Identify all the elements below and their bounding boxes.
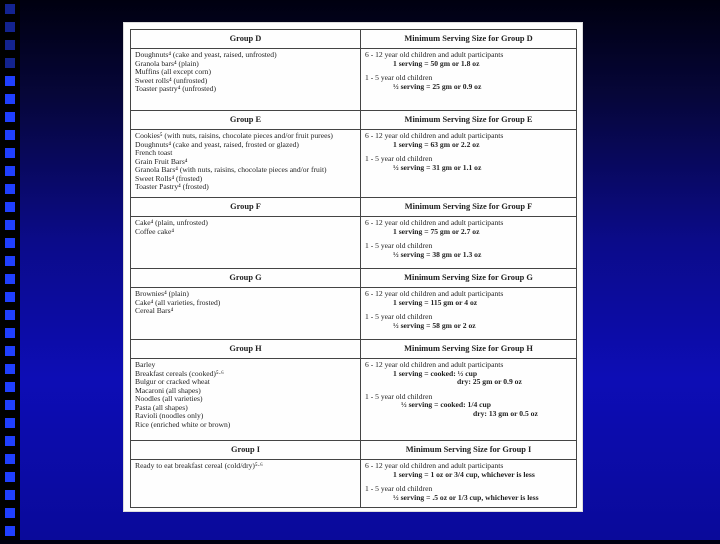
decorative-square [5, 4, 15, 14]
food-item: Granola Bars⁴ (with nuts, raisins, chocolate pieces and/or fruit) [135, 166, 327, 174]
food-item: Doughnuts⁴ (cake and yeast, raised, frosted or glazed) [135, 140, 299, 149]
serving-line: 1 serving = cooked: ½ cup [393, 369, 478, 378]
decorative-square [5, 526, 15, 536]
food-item: Breakfast cereals (cooked)⁵·⁶ [135, 369, 224, 378]
serving-line: ½ serving = 31 gm or 1.1 oz [393, 163, 482, 172]
food-item: Toaster Pastry⁴ (frosted) [135, 183, 209, 191]
serving-line: ½ serving = cooked: 1/4 cup [401, 401, 491, 409]
decorative-square [5, 76, 15, 86]
age-group-line: 6 - 12 year old children and adult participants [365, 462, 504, 470]
food-item: Coffee cake⁴ [135, 227, 174, 236]
food-items-cell [131, 217, 361, 269]
age-group-line: 1 - 5 year old children [365, 74, 433, 82]
age-group-line: 1 - 5 year old children [365, 242, 433, 250]
decorative-square [5, 310, 15, 320]
serving-cell [361, 130, 577, 198]
food-item: Ravioli (noodles only) [135, 412, 204, 420]
group-name: Group D [131, 30, 361, 49]
serving-line: dry: 25 gm or 0.9 oz [457, 378, 522, 386]
decorative-square [5, 292, 15, 302]
decorative-square [5, 508, 15, 518]
serving-line: ½ serving = 58 gm or 2 oz [393, 321, 476, 330]
decorative-square [5, 256, 15, 266]
decorative-square [5, 418, 15, 428]
age-group-line: 6 - 12 year old children and adult participants [365, 361, 504, 369]
food-item: Cake⁴ (all varieties, frosted) [135, 298, 221, 307]
food-item: Cereal Bars⁴ [135, 307, 174, 315]
decorative-square [5, 148, 15, 158]
age-group-line: 1 - 5 year old children [365, 313, 433, 321]
serving-line: ½ serving = 38 gm or 1.3 oz [393, 250, 482, 259]
group-name: Group I [131, 441, 361, 460]
serving-line: ½ serving = .5 oz or 1/3 cup, whichever is less [393, 493, 539, 502]
age-group-line: 6 - 12 year old children and adult participants [365, 290, 504, 298]
serving-line: 1 serving = 50 gm or 1.8 oz [393, 59, 480, 68]
serving-line: 1 serving = 1 oz or 3/4 cup, whichever is less [393, 470, 535, 479]
food-item: Toaster pastry⁴ (unfrosted) [135, 85, 216, 93]
food-item: Doughnuts⁴ (cake and yeast, raised, unfrosted) [135, 51, 277, 59]
group-g-header-row [131, 269, 577, 288]
group-name: Group G [131, 269, 361, 288]
serving-header: Minimum Serving Size for Group G [361, 269, 577, 288]
age-group-line: 6 - 12 year old children and adult participants [365, 132, 504, 140]
group-i-body-row [131, 460, 577, 508]
decorative-square [5, 274, 15, 284]
serving-header: Minimum Serving Size for Group D [361, 30, 577, 49]
food-item: Pasta (all shapes) [135, 403, 188, 412]
decorative-square [5, 346, 15, 356]
serving-cell [361, 49, 577, 111]
decorative-square [5, 364, 15, 374]
decorative-square [5, 238, 15, 248]
food-items-cell [131, 288, 361, 340]
food-items-cell [131, 49, 361, 111]
serving-cell [361, 217, 577, 269]
serving-line: 1 serving = 75 gm or 2.7 oz [393, 227, 480, 236]
serving-cell [361, 359, 577, 441]
food-item: Rice (enriched white or brown) [135, 420, 231, 429]
serving-header: Minimum Serving Size for Group E [361, 111, 577, 130]
decorative-square [5, 94, 15, 104]
group-d-body-row [131, 49, 577, 111]
document-page [124, 23, 582, 511]
group-g-body-row [131, 288, 577, 340]
serving-line: 1 serving = 115 gm or 4 oz [393, 298, 478, 307]
food-items-cell [131, 359, 361, 441]
serving-line: 1 serving = 63 gm or 2.2 oz [393, 140, 480, 149]
serving-line: ½ serving = 25 gm or 0.9 oz [393, 82, 482, 91]
group-f-body-row [131, 217, 577, 269]
decorative-square [5, 166, 15, 176]
group-e-header-row [131, 111, 577, 130]
decorative-square [5, 22, 15, 32]
group-h-header-row [131, 340, 577, 359]
food-item: Brownies⁴ (plain) [135, 290, 189, 298]
food-item: Noodles (all varieties) [135, 395, 203, 403]
decorative-square [5, 400, 15, 410]
group-e-body-row [131, 130, 577, 198]
slide-square-bullets [0, 0, 20, 544]
serving-line: dry: 13 gm or 0.5 oz [473, 409, 538, 418]
group-name: Group F [131, 198, 361, 217]
decorative-square [5, 382, 15, 392]
decorative-square [5, 328, 15, 338]
decorative-square [5, 58, 15, 68]
decorative-square [5, 490, 15, 500]
decorative-square [5, 220, 15, 230]
decorative-square [5, 472, 15, 482]
serving-header: Minimum Serving Size for Group F [361, 198, 577, 217]
group-d-header-row [131, 30, 577, 49]
decorative-square [5, 130, 15, 140]
decorative-square [5, 40, 15, 50]
food-item: Sweet rolls⁴ (unfrosted) [135, 76, 208, 85]
food-items-cell [131, 460, 361, 508]
serving-header: Minimum Serving Size for Group I [361, 441, 577, 460]
food-item: Cookies⁵ (with nuts, raisins, chocolate pieces and/or fruit purees) [135, 132, 333, 140]
group-f-header-row [131, 198, 577, 217]
decorative-square [5, 436, 15, 446]
food-item: French toast [135, 149, 173, 157]
serving-cell [361, 288, 577, 340]
food-item: Sweet Rolls⁴ (frosted) [135, 174, 203, 183]
serving-header: Minimum Serving Size for Group H [361, 340, 577, 359]
age-group-line: 6 - 12 year old children and adult participants [365, 219, 504, 227]
serving-size-table [130, 29, 577, 508]
age-group-line: 1 - 5 year old children [365, 392, 433, 401]
food-item: Macaroni (all shapes) [135, 386, 201, 395]
food-items-cell [131, 130, 361, 198]
food-item: Bulgur or cracked wheat [135, 378, 210, 386]
food-item: Cake⁴ (plain, unfrosted) [135, 219, 208, 227]
group-name: Group H [131, 340, 361, 359]
age-group-line: 1 - 5 year old children [365, 485, 433, 493]
group-i-header-row [131, 441, 577, 460]
decorative-square [5, 454, 15, 464]
age-group-line: 1 - 5 year old children [365, 155, 433, 163]
group-h-body-row [131, 359, 577, 441]
serving-cell [361, 460, 577, 508]
age-group-line: 6 - 12 year old children and adult participants [365, 51, 504, 59]
decorative-square [5, 112, 15, 122]
decorative-square [5, 184, 15, 194]
food-item: Granola bars⁴ (plain) [135, 59, 199, 68]
food-item: Muffins (all except corn) [135, 68, 211, 76]
food-item: Grain Fruit Bars⁴ [135, 157, 188, 166]
food-item: Barley [135, 361, 156, 369]
decorative-square [5, 202, 15, 212]
group-name: Group E [131, 111, 361, 130]
food-item: Ready to eat breakfast cereal (cold/dry)⁵·⁶ [135, 462, 263, 470]
